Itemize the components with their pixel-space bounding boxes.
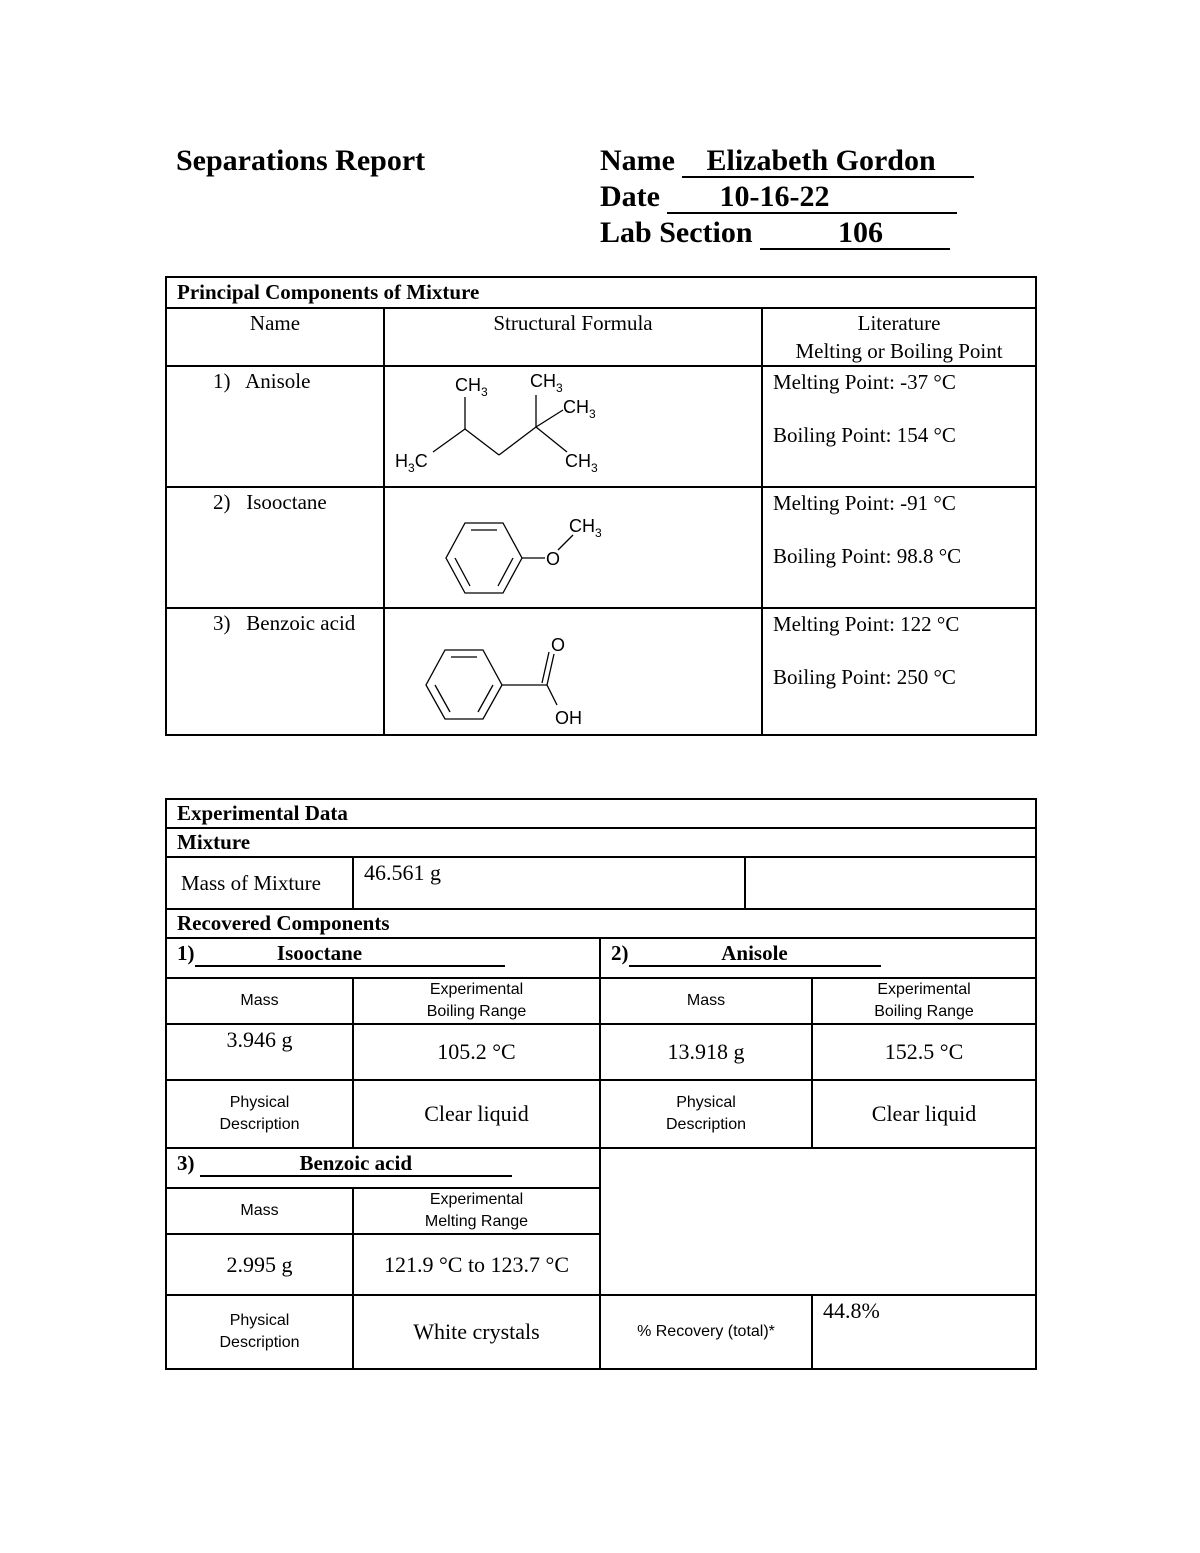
svg-text:CH3: $CH_3$ [563,397,596,421]
lab-section-line [600,215,950,251]
component-1-physical-label: Physical Description [166,1080,353,1148]
report-title: Separations Report [176,144,426,177]
principal-components-table [165,276,1037,736]
isooctane-structure-drawing [385,367,761,480]
component-1-range-value: 105.2 °C [353,1024,600,1080]
component-1-physical-value: Clear liquid [353,1080,600,1148]
name-label: Name [600,144,675,177]
structural-formula-isooctane [384,366,762,487]
component-3-mass-value: 2.995 g [166,1234,353,1295]
table-row [166,608,1036,735]
anisole-structure-drawing [385,488,761,601]
mass-of-mixture-value: 46.561 g [353,857,745,909]
boiling-point: Boiling Point: 154 °C [773,423,956,447]
svg-text:CH3: $CH_3$ [565,451,598,475]
literature-points [762,608,1036,735]
component-3-range-value: 121.9 °C to 123.7 °C [353,1234,600,1295]
component-2-mass-label: Mass [600,978,812,1024]
lab-section-label: Lab Section [600,216,753,249]
structural-formula-anisole [384,487,762,608]
mass-of-mixture-label: Mass of Mixture [166,857,353,909]
component-1-number: 1) [177,941,195,965]
literature-points [762,487,1036,608]
date-label: Date [600,180,660,213]
mixture-caption: Mixture [166,828,1036,857]
svg-text:OH: OH [555,708,582,728]
svg-text:CH3: $CH_3$ [530,371,563,395]
mass-of-mixture-blank [745,857,1036,909]
melting-point: Melting Point: -37 °C [773,370,956,394]
component-3-name: Benzoic acid [200,1151,512,1177]
component-1-name: Isooctane [195,941,505,967]
literature-points [762,366,1036,487]
component-1-heading [166,938,600,978]
benzoic-acid-structure-drawing [385,609,761,728]
component-2-range-value: 152.5 °C [812,1024,1036,1080]
component-2-heading [600,938,1036,978]
col-header-literature [762,308,1036,366]
component-3-physical-value: White crystals [353,1295,600,1369]
component-2-range-label: Experimental Boiling Range [812,978,1036,1024]
col-header-literature-line2: Melting or Boiling Point [795,339,1003,363]
melting-point: Melting Point: -91 °C [773,491,956,515]
recovered-components-caption: Recovered Components [166,909,1036,938]
component-3-range-label: Experimental Melting Range [353,1188,600,1234]
lab-section-value: 106 [760,218,950,250]
recovery-label: % Recovery (total)* [600,1295,812,1369]
component-2-physical-value: Clear liquid [812,1080,1036,1148]
col-header-literature-line1: Literature [857,311,941,335]
component-2-physical-label: Physical Description [600,1080,812,1148]
component-name: 1) Anisole [166,366,384,487]
boiling-point: Boiling Point: 250 °C [773,665,956,689]
component-2-name: Anisole [629,941,881,967]
component-name: 3) Benzoic acid [166,608,384,735]
component-3-number: 3) [177,1151,195,1175]
component-3-heading [166,1148,600,1188]
structural-formula-benzoic-acid [384,608,762,735]
name-line [600,143,974,179]
experimental-data-table [165,798,1037,1370]
component-name: 2) Isooctane [166,487,384,608]
col-header-name: Name [166,308,384,366]
recovery-value: 44.8% [812,1295,1036,1369]
svg-text:O: O [551,635,566,655]
component-2-number: 2) [611,941,629,965]
boiling-point: Boiling Point: 98.8 °C [773,544,962,568]
col-header-formula: Structural Formula [384,308,762,366]
svg-text:CH3: $CH_3$ [455,375,488,399]
svg-text:H3C: $H_3C$ [395,451,428,475]
component-3-blank-area [600,1148,1036,1295]
name-value: Elizabeth Gordon [682,146,974,178]
component-3-physical-label: Physical Description [166,1295,353,1369]
date-line [600,179,957,215]
experimental-data-caption: Experimental Data [166,799,1036,828]
table-row [166,487,1036,608]
svg-text:CH3: $CH_3$ [569,516,602,540]
principal-components-caption: Principal Components of Mixture [166,277,1036,308]
svg-text:O: O [546,549,561,569]
component-1-mass-label: Mass [166,978,353,1024]
table-row [166,366,1036,487]
component-1-mass-value: 3.946 g [166,1024,353,1080]
melting-point: Melting Point: 122 °C [773,612,960,636]
component-3-mass-label: Mass [166,1188,353,1234]
date-value: 10-16-22 [667,182,957,214]
component-1-range-label: Experimental Boiling Range [353,978,600,1024]
component-2-mass-value: 13.918 g [600,1024,812,1080]
